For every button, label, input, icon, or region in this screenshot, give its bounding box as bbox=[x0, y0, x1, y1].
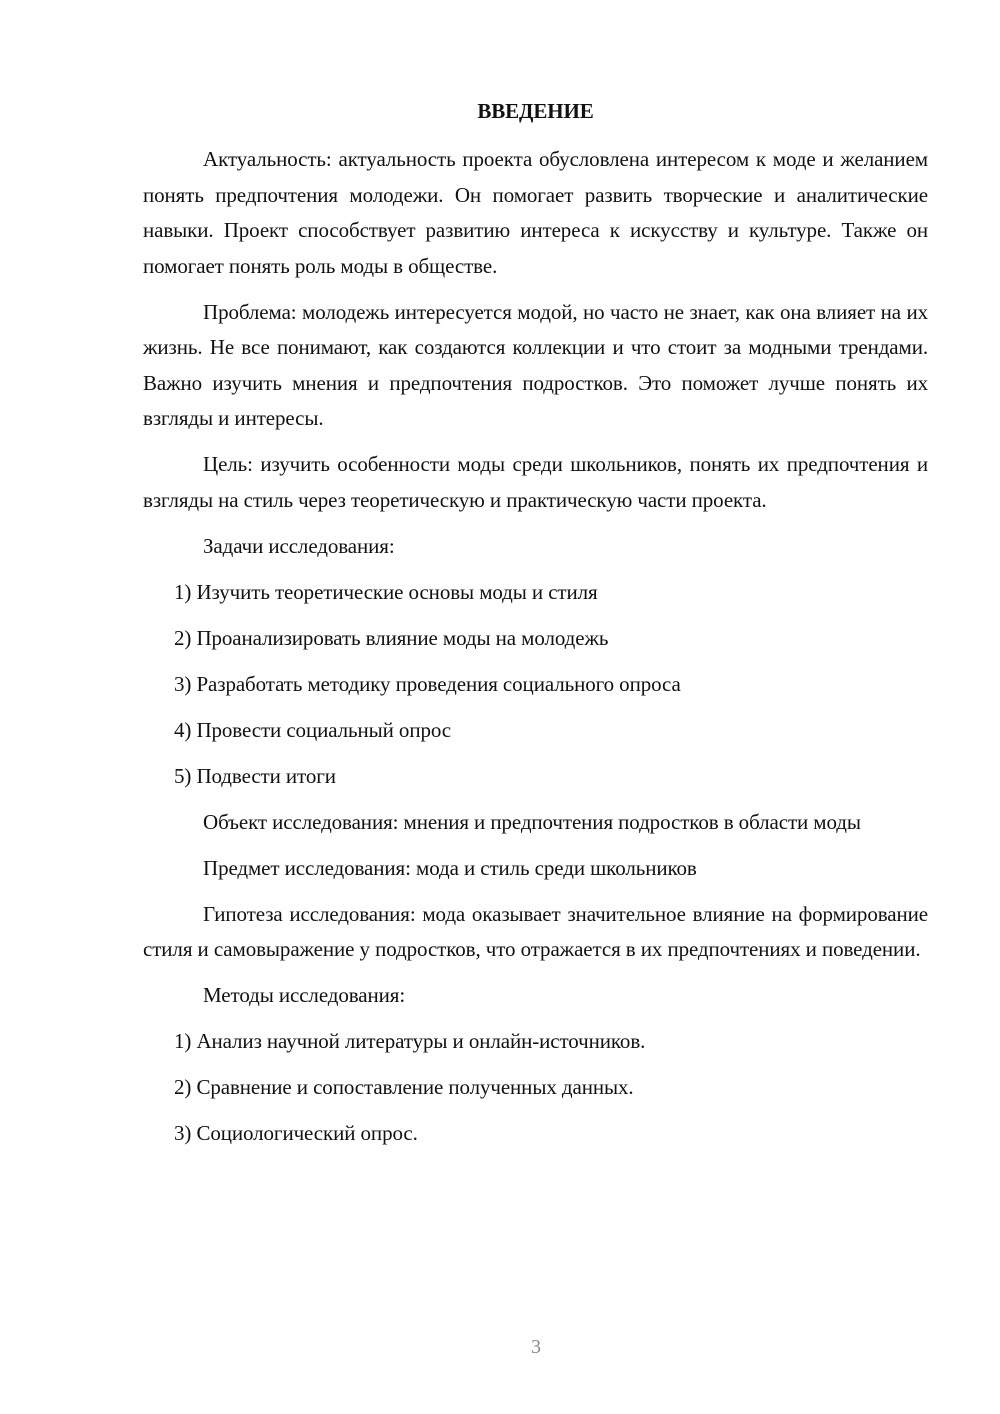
tasks-heading: Задачи исследования: bbox=[203, 533, 395, 558]
paragraph-goal: Цель: изучить особенности моды среди школьников, понять их предпочтения и взгляды на стиль через теоретическую и практическую части проекта. bbox=[143, 452, 928, 512]
tasks-list bbox=[143, 575, 928, 795]
paragraph-hypothesis: Гипотеза исследования: мода оказывает значительное влияние на формирование стиля и самовыражение у подростков, что отражается в их предпочтениях и поведении. bbox=[143, 901, 928, 961]
paragraph-problem: Проблема: молодежь интересуется модой, но часто не знает, как она влияет на их жизнь. Не все понимают, как создаются коллекции и что стоит за модными трендами. Важно изучить мнения и предпочтения подростков. Это поможет лучше понять их взгляды и интересы. bbox=[143, 299, 928, 430]
paragraph-subject: Предмет исследования: мода и стиль среди школьников bbox=[203, 855, 697, 880]
method-item: 2) Сравнение и сопоставление полученных данных. bbox=[174, 1075, 634, 1099]
method-item: 1) Анализ научной литературы и онлайн-источников. bbox=[174, 1029, 646, 1053]
method-item: 3) Социологический опрос. bbox=[174, 1121, 418, 1145]
page-number: 3 bbox=[531, 1336, 541, 1358]
methods-list bbox=[143, 1024, 928, 1152]
paragraph-object: Объект исследования: мнения и предпочтения подростков в области моды bbox=[203, 809, 861, 834]
task-item: 3) Разработать методику проведения социального опроса bbox=[174, 671, 681, 696]
task-item: 1) Изучить теоретические основы моды и стиля bbox=[174, 579, 598, 604]
methods-heading: Методы исследования: bbox=[203, 983, 406, 1007]
paragraph-relevance: Актуальность: актуальность проекта обусловлена интересом к моде и желанием понять предпочтения молодежи. Он помогает развить творческие и аналитические навыки. Проект способствует развитию интереса к искусству и культуре. Также он помогает понять роль моды в обществе. bbox=[143, 147, 928, 278]
page-content bbox=[143, 96, 928, 1162]
page-title: ВВЕДЕНИЕ bbox=[477, 99, 594, 123]
task-item: 2) Проанализировать влияние моды на молодежь bbox=[174, 625, 609, 650]
task-item: 5) Подвести итоги bbox=[174, 763, 336, 788]
task-item: 4) Провести социальный опрос bbox=[174, 717, 452, 742]
